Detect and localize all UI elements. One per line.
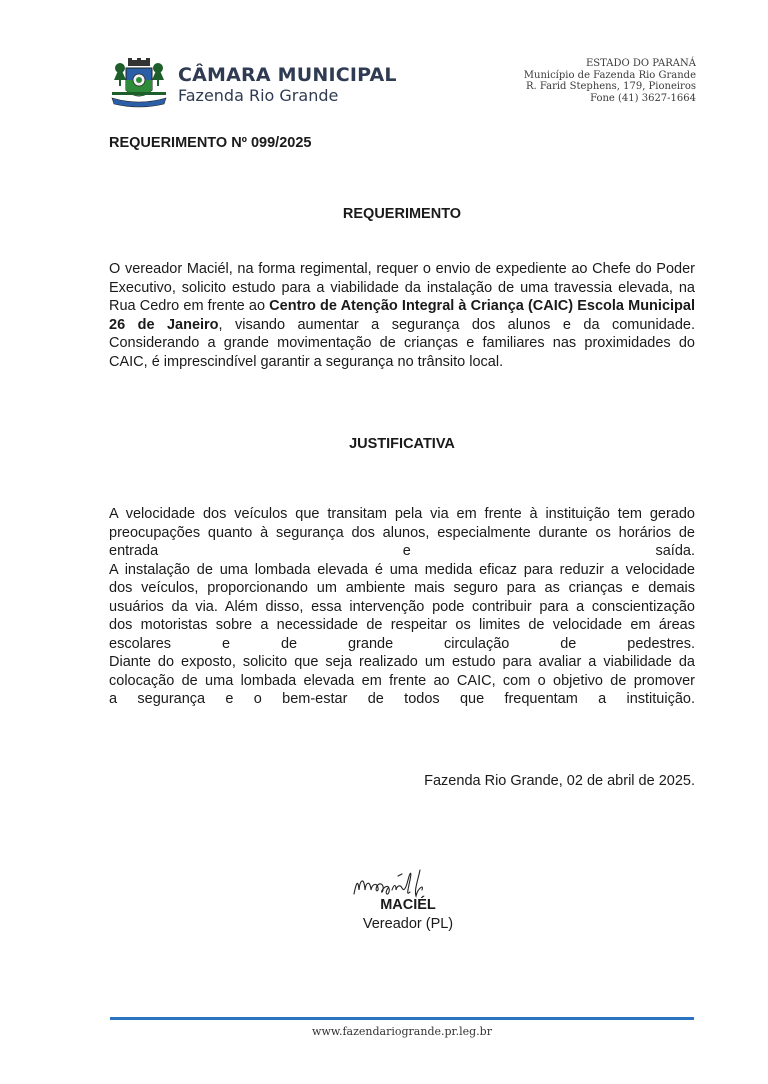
justification-line: entrada e saída. <box>109 543 695 559</box>
request-heading: REQUERIMENTO <box>342 206 462 222</box>
justification-line: A instalação de uma lombada elevada é uma medida eficaz para reduzir a velocidade <box>109 561 695 578</box>
request-text-part2: , visando aumentar a segurança dos alunos e da comunidade. Considerando a grande movimentação de crianças e familiares nas proximidades do CAIC, é imprescindível garantir a segurança no trânsito local. <box>109 316 695 370</box>
justification-line: usuários da via. Além disso, essa intervenção pode contribuir para a conscientização <box>109 598 695 615</box>
date-line: Fazenda Rio Grande, 02 de abril de 2025. <box>424 773 695 789</box>
address-line-phone: Fone (41) 3627-1664 <box>590 92 696 104</box>
request-paragraph <box>109 260 695 371</box>
signer-role: Vereador (PL) <box>362 916 454 932</box>
letterhead <box>108 58 696 108</box>
chamber-title: CÂMARA MUNICIPAL <box>178 64 397 86</box>
address-line-municipality: Município de Fazenda Rio Grande <box>523 69 696 81</box>
justification-line: A velocidade dos veículos que transitam pela via em frente à instituição tem gerado <box>109 506 695 522</box>
address-line-state: ESTADO DO PARANÁ <box>585 58 696 69</box>
justification-line: colocação de uma lombada elevada em frente ao CAIC, com o objetivo de promover <box>109 672 695 689</box>
justification-paragraph <box>109 505 695 709</box>
chamber-address <box>524 58 696 104</box>
justification-line: dos veículos, proporcionando um ambiente mais seguro para as crianças e demais <box>109 580 695 596</box>
address-line-street: R. Farid Stephens, 179, Pioneiros <box>525 81 696 92</box>
municipal-coat-of-arms-logo <box>108 58 170 108</box>
brand-block <box>178 64 397 105</box>
footer-divider <box>110 1017 694 1020</box>
justification-heading: JUSTIFICATIVA <box>349 436 455 452</box>
justification-line: preocupações quanto à segurança dos alunos, especialmente durante os horários de <box>109 524 695 541</box>
justification-line: escolares e de grande circulação de pedestres. <box>109 635 695 652</box>
request-text-part1: O vereador Maciél, na forma regimental, requer o envio de expediente ao Chefe do Poder Executivo, solicito estudo para a viabilidade da instalação de uma travessia elevada, na Rua Cedro em frente ao <box>109 261 695 314</box>
school-name: Centro de Atenção Integral à Criança (CAIC) Escola Municipal 26 de Janeiro <box>109 298 695 333</box>
justification-line: Diante do exposto, solicito que seja realizado um estudo para avaliar a viabilidade da <box>109 654 695 670</box>
chamber-city: Fazenda Rio Grande <box>178 86 339 105</box>
justification-line: dos motoristas sobre a necessidade de respeitar os limites de velocidade em áreas <box>109 617 695 633</box>
footer-website-link[interactable]: www.fazendariogrande.pr.leg.br <box>312 1025 492 1038</box>
signer-name: MACIÉL <box>380 897 436 913</box>
request-number: REQUERIMENTO Nº 099/2025 <box>109 135 312 151</box>
justification-line: a segurança e o bem-estar de todos que frequentam a instituição. <box>109 691 695 707</box>
